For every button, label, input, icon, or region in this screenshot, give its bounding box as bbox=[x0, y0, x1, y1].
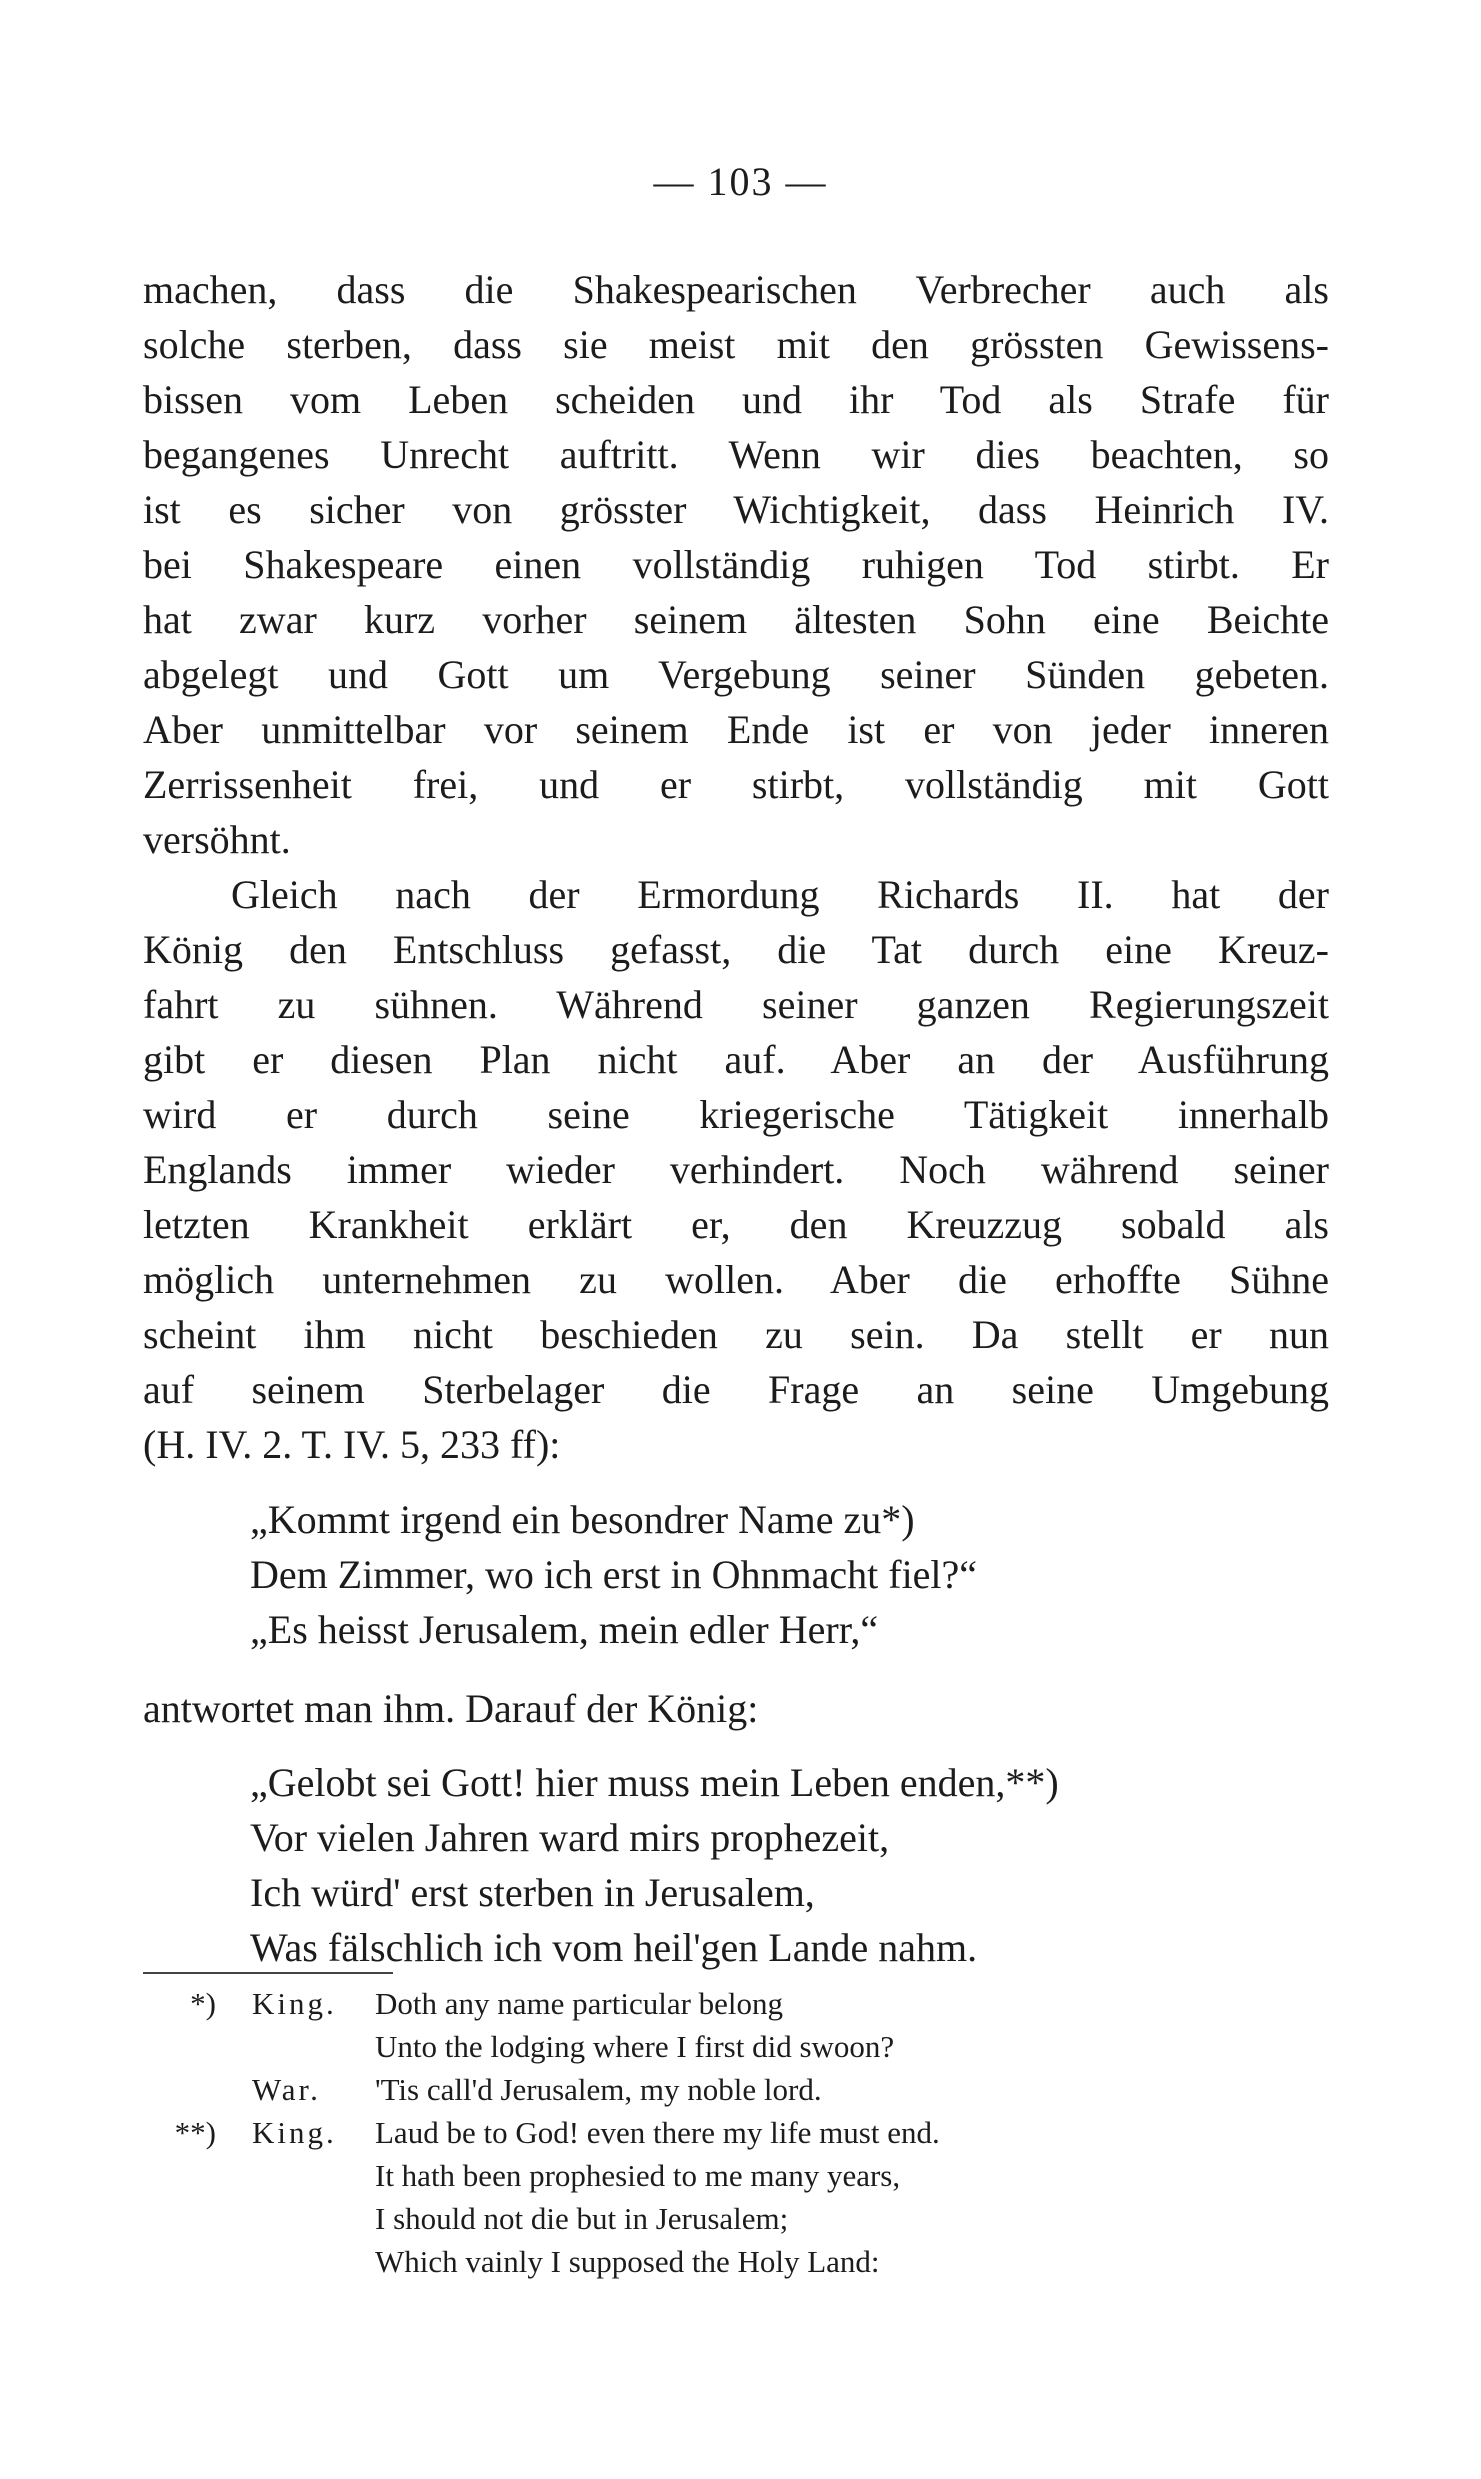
footnote-divider bbox=[143, 1972, 393, 1974]
text-line: hat zwar kurz vorher seinem ältesten Sohn eine Beichte bbox=[143, 597, 1329, 642]
footnote-text: 'Tis call'd Jerusalem, my noble lord. bbox=[375, 2072, 822, 2107]
text-line: machen, dass die Shakespearischen Verbrecher auch als bbox=[143, 267, 1329, 312]
text-line: bissen vom Leben scheiden und ihr Tod als Strafe für bbox=[143, 377, 1329, 422]
text-line: Englands immer wieder verhindert. Noch während seiner bbox=[143, 1147, 1329, 1192]
text-line: wird er durch seine kriegerische Tätigkeit innerhalb bbox=[143, 1092, 1329, 1137]
footnote-text: Which vainly I supposed the Holy Land: bbox=[375, 2244, 880, 2279]
text-line: (H. IV. 2. T. IV. 5, 233 ff): bbox=[143, 1422, 561, 1467]
footnote-speaker: War. bbox=[252, 2072, 321, 2107]
verse-line: „Kommt irgend ein besondrer Name zu*) bbox=[250, 1497, 915, 1542]
verse-quote-2 bbox=[250, 1755, 1059, 1975]
footnote-text: Laud be to God! even there my life must end. bbox=[375, 2115, 940, 2150]
text-line: letzten Krankheit erklärt er, den Kreuzzug sobald als bbox=[143, 1202, 1329, 1247]
text-line: abgelegt und Gott um Vergebung seiner Sünden gebeten. bbox=[143, 652, 1329, 697]
text-line: versöhnt. bbox=[143, 817, 291, 862]
verse-line: „Es heisst Jerusalem, mein edler Herr,“ bbox=[250, 1607, 879, 1652]
text-line: Aber unmittelbar vor seinem Ende ist er von jeder inneren bbox=[143, 707, 1329, 752]
text-line: solche sterben, dass sie meist mit den grössten Gewissens- bbox=[143, 322, 1329, 367]
footnote-text: It hath been prophesied to me many years, bbox=[375, 2158, 901, 2193]
text-line: scheint ihm nicht beschieden zu sein. Da stellt er nun bbox=[143, 1312, 1329, 1357]
verse-line: Ich würd' erst sterben in Jerusalem, bbox=[250, 1870, 815, 1915]
footnote-mark: *) bbox=[190, 1986, 216, 2021]
text-line: auf seinem Sterbelager die Frage an seine Umgebung bbox=[143, 1367, 1329, 1412]
main-text bbox=[143, 262, 1329, 1472]
text-line: fahrt zu sühnen. Während seiner ganzen Regierungszeit bbox=[143, 982, 1329, 1027]
verse-line: Vor vielen Jahren ward mirs prophezeit, bbox=[250, 1815, 890, 1860]
bridge-text: antwortet man ihm. Darauf der König: bbox=[143, 1686, 759, 1731]
text-line: begangenes Unrecht auftritt. Wenn wir dies beachten, so bbox=[143, 432, 1329, 477]
verse-line: Was fälschlich ich vom heil'gen Lande nahm. bbox=[250, 1925, 978, 1970]
footnote-mark: **) bbox=[174, 2115, 216, 2150]
verse-quote-1 bbox=[250, 1492, 977, 1657]
verse-line: „Gelobt sei Gott! hier muss mein Leben enden,**) bbox=[250, 1760, 1059, 1805]
footnote-speaker: King. bbox=[252, 1986, 337, 2021]
text-line: gibt er diesen Plan nicht auf. Aber an der Ausführung bbox=[143, 1037, 1329, 1082]
page-number: — 103 — bbox=[653, 159, 828, 204]
text-line: bei Shakespeare einen vollständig ruhigen Tod stirbt. Er bbox=[143, 542, 1329, 587]
text-line: König den Entschluss gefasst, die Tat durch eine Kreuz- bbox=[143, 927, 1329, 972]
footnote-text: Unto the lodging where I first did swoon? bbox=[375, 2029, 895, 2064]
text-line: ist es sicher von grösster Wichtigkeit, dass Heinrich IV. bbox=[143, 487, 1329, 532]
footnote-text: Doth any name particular belong bbox=[375, 1986, 784, 2021]
text-line: Gleich nach der Ermordung Richards II. hat der bbox=[231, 872, 1329, 917]
footnote-speaker: King. bbox=[252, 2115, 337, 2150]
text-line: möglich unternehmen zu wollen. Aber die erhoffte Sühne bbox=[143, 1257, 1329, 1302]
footnote-text: I should not die but in Jerusalem; bbox=[375, 2201, 789, 2236]
text-line: Zerrissenheit frei, und er stirbt, vollständig mit Gott bbox=[143, 762, 1329, 807]
verse-line: Dem Zimmer, wo ich erst in Ohnmacht fiel?“ bbox=[250, 1552, 978, 1597]
